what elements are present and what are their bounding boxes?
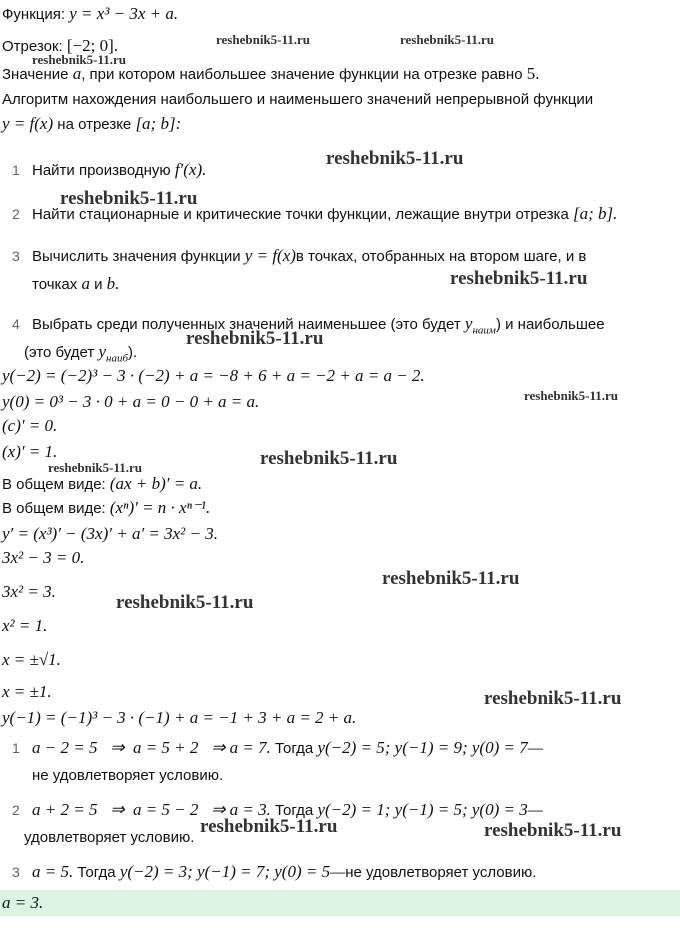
watermark: reshebnik5-11.ru [484,688,622,709]
algorithm-step-1: Найти производную f′(x). [32,160,207,179]
algorithm-heading-cont: y = f(x) на отрезке [a; b]: [2,114,182,133]
case-2-cont: удовлетворяет условию. [24,829,195,846]
case-number: 2 [12,802,20,818]
step-number: 2 [12,206,20,222]
watermark: reshebnik5-11.ru [186,328,324,349]
segment-line: Отрезок: [−2; 0]. [2,36,118,55]
watermark: reshebnik5-11.ru [48,460,143,475]
calc-equation: 3x² − 3 = 0. [2,548,85,567]
watermark: reshebnik5-11.ru [382,568,520,589]
algorithm-step-4: Выбрать среди полученных значений наименьшее (это будет $y_{наим}$) и наибольшее [32,314,605,337]
calc-const-derivative: (c)′ = 0. [2,416,58,435]
watermark: reshebnik5-11.ru [116,592,254,613]
step-number: 1 [12,162,20,178]
algorithm-step-3: Вычислить значения функции y = f(x)в точках, отобранных на втором шаге, и в [32,246,587,265]
calc-step-10: x² = 1. [2,616,48,635]
task-line: Значение a, при котором наибольшее значение функции на отрезке равно 5. [2,64,540,83]
calc-general-linear: В общем виде: (ax + b)′ = a. [2,474,203,493]
case-1: a − 2 = 5 ⇒ a = 5 + 2 ⇒ a = 7. Тогда y(−2) = 5; y(−1) = 9; y(0) = 7— [32,738,543,757]
algorithm-step-2: Найти стационарные и критические точки функции, лежащие внутри отрезка [a; b]. [32,204,618,223]
case-3: a = 5. Тогда y(−2) = 3; y(−1) = 7; y(0) = 5—не удовлетворяет условию. [32,862,537,881]
calc-step-12: x = ±1. [2,682,52,701]
calc-y-minus1: y(−1) = (−1)³ − 3 · (−1) + a = −1 + 3 + a = 2 + a. [2,708,357,727]
algorithm-step-3-cont: точках a и b. [32,274,120,293]
watermark: reshebnik5-11.ru [32,52,127,67]
answer: a = 3. [2,893,44,912]
calc-y-0: y(0) = 0³ − 3 · 0 + a = 0 − 0 + a = a. [2,392,260,411]
watermark: reshebnik5-11.ru [400,32,495,47]
case-number: 3 [12,864,20,880]
watermark: reshebnik5-11.ru [524,388,619,403]
watermark: reshebnik5-11.ru [260,448,398,469]
calc-step-9: 3x² = 3. [2,582,56,601]
algorithm-step-4-cont: (это будет $y_{наиб}$). [24,342,138,365]
case-number: 1 [12,740,20,756]
calc-y-minus2: y(−2) = (−2)³ − 3 · (−2) + a = −8 + 6 + a = −2 + a = a − 2. [2,366,425,385]
watermark: reshebnik5-11.ru [216,32,311,47]
case-1-cont: не удовлетворяет условию. [32,767,224,784]
watermark: reshebnik5-11.ru [450,268,588,289]
watermark: reshebnik5-11.ru [60,188,198,209]
calc-step-11: x = ±√1. [2,650,61,669]
algorithm-heading: Алгоритм нахождения наибольшего и наименьшего значений непрерывной функции [2,91,594,108]
watermark: reshebnik5-11.ru [326,148,464,169]
calc-general-power: В общем виде: (xⁿ)′ = n · xⁿ⁻¹. [2,498,211,517]
answer-highlight [0,890,680,916]
step-number: 3 [12,248,20,264]
step-number: 4 [12,316,20,332]
calc-derivative: y′ = (x³)′ − (3x)′ + a′ = 3x² − 3. [2,524,219,543]
case-2: a + 2 = 5 ⇒ a = 5 − 2 ⇒ a = 3. Тогда y(−2) = 1; y(−1) = 5; y(0) = 3— [32,800,543,819]
function-line: Функция: y = x³ − 3x + a. [2,4,179,23]
watermark: reshebnik5-11.ru [200,816,338,837]
calc-x-derivative: (x)′ = 1. [2,442,58,461]
watermark: reshebnik5-11.ru [484,820,622,841]
